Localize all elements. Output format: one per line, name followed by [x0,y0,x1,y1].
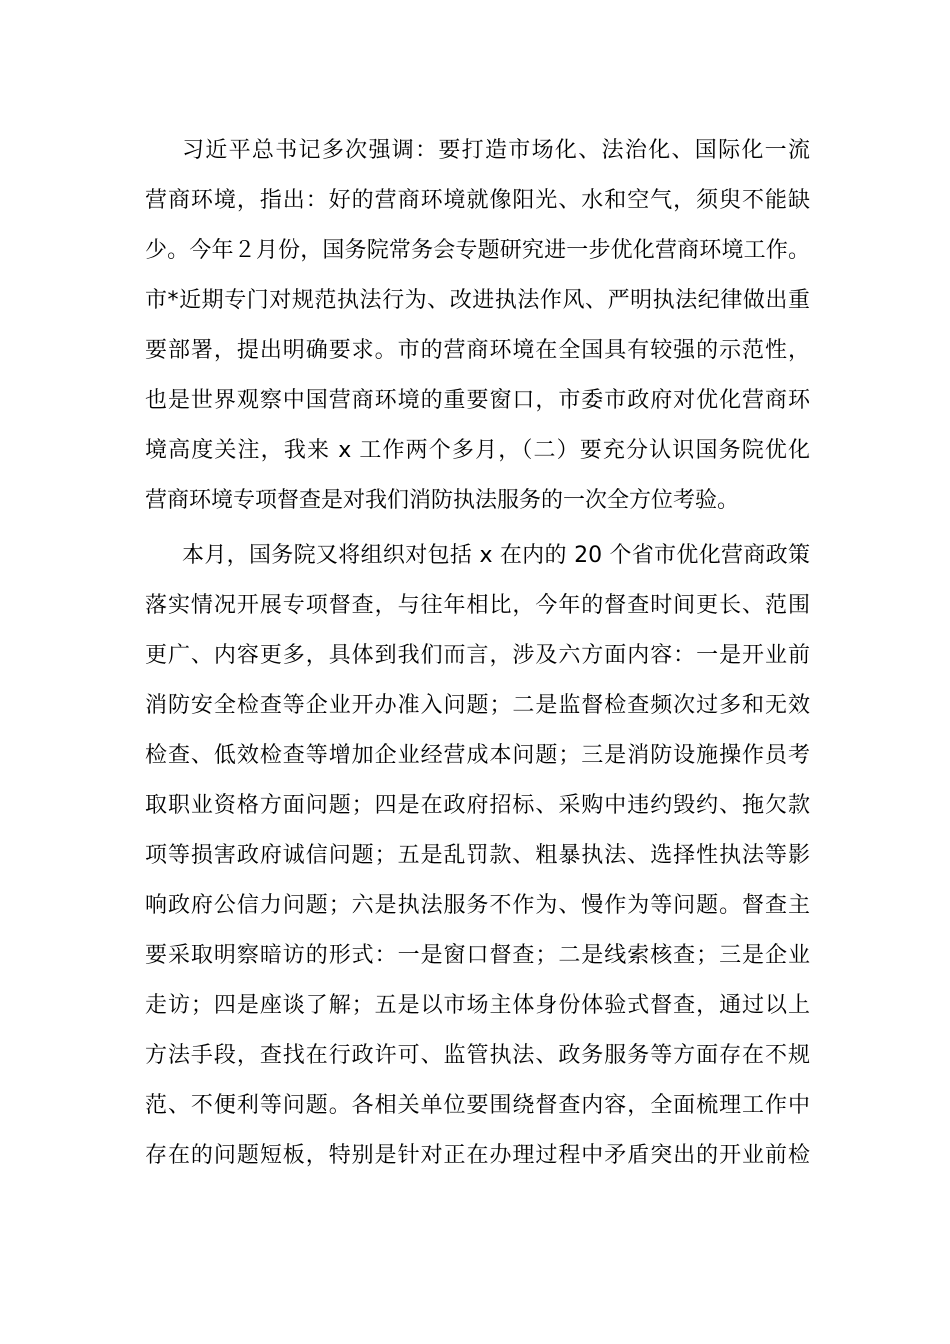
paragraph-1-line: 也是世界观察中国营商环境的重要窗口，市委市政府对优化营商环 [145,388,810,413]
paragraph-2-line: 检查、低效检查等增加企业经营成本问题；三是消防设施操作员考 [145,743,810,768]
paragraph-1-line: 少。今年２月份，国务院常务会专题研究进一步优化营商环境工作。 [145,238,810,263]
paragraph-2-line: 走访；四是座谈了解；五是以市场主体身份体验式督查，通过以上 [145,993,810,1018]
paragraph-2 [145,531,810,1181]
paragraph-1-line: 市*近期专门对规范执法行为、改进执法作风、严明执法纪律做出重 [145,288,810,313]
paragraph-2-line: 本月，国务院又将组织对包括 x 在内的 20 个省市优化营商政策 [182,543,810,568]
paragraph-2-line: 项等损害政府诚信问题；五是乱罚款、粗暴执法、选择性执法等影 [145,843,810,868]
paragraph-1-line: 境高度关注，我来 x 工作两个多月，（二）要充分认识国务院优化 [145,438,810,463]
paragraph-1-line: 营商环境专项督查是对我们消防执法服务的一次全方位考验。 [145,488,740,513]
paragraph-2-line: 要采取明察暗访的形式：一是窗口督查；二是线索核查；三是企业 [145,943,810,968]
paragraph-1 [145,126,810,526]
paragraph-2-line: 范、不便利等问题。各相关单位要围绕督查内容，全面梳理工作中 [145,1093,810,1118]
paragraph-2-line: 消防安全检查等企业开办准入问题；二是监督检查频次过多和无效 [145,693,810,718]
paragraph-2-line: 落实情况开展专项督查，与往年相比，今年的督查时间更长、范围 [145,593,810,618]
paragraph-2-line: 更广、内容更多，具体到我们而言，涉及六方面内容：一是开业前 [145,643,810,668]
paragraph-1-line: 要部署，提出明确要求。市的营商环境在全国具有较强的示范性， [145,338,810,363]
paragraph-2-line: 方法手段，查找在行政许可、监管执法、政务服务等方面存在不规 [145,1043,810,1068]
paragraph-1-line: 营商环境，指出：好的营商环境就像阳光、水和空气，须臾不能缺 [145,188,810,213]
paragraph-2-line: 存在的问题短板，特别是针对正在办理过程中矛盾突出的开业前检 [145,1143,810,1168]
paragraph-2-line: 取职业资格方面问题；四是在政府招标、采购中违约毁约、拖欠款 [145,793,810,818]
paragraph-2-line: 响政府公信力问题；六是执法服务不作为、慢作为等问题。督查主 [145,893,810,918]
paragraph-1-line: 习近平总书记多次强调：要打造市场化、法治化、国际化一流 [182,138,810,163]
